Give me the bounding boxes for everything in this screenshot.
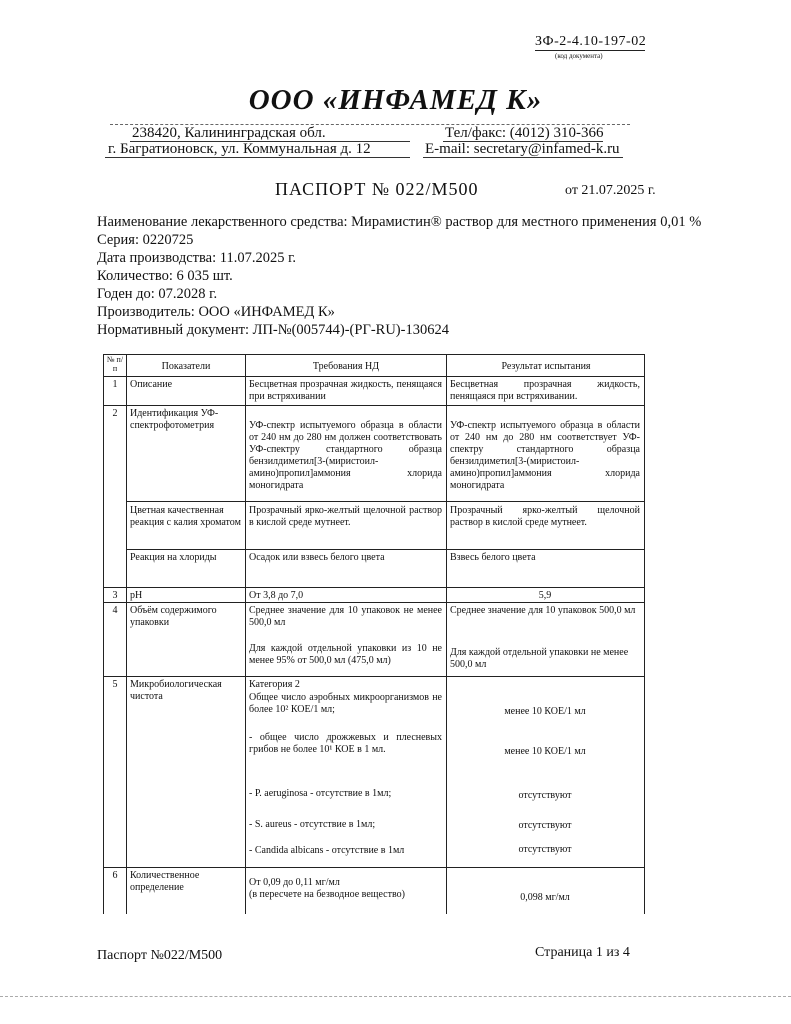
result-volume-each: Для каждой отдельной упаковки не менее 500,0 мл — [450, 647, 629, 670]
requirement-ph: От 3,8 до 7,0 — [249, 590, 304, 601]
scan-edge — [0, 996, 791, 997]
table-border — [103, 354, 645, 355]
requirement-aerobic: Общее число аэробных микроорганизмов не более 10² КОЕ/1 мл; — [249, 692, 442, 715]
table-row-divider — [126, 501, 645, 502]
passport-title: ПАСПОРТ № 022/М500 — [275, 179, 479, 199]
product-info — [97, 213, 701, 339]
info-line-series: Серия: 0220725 — [97, 232, 194, 248]
result-aureus: отсутствуют — [518, 820, 572, 831]
requirement-assay-range: От 0,09 до 0,11 мг/мл — [249, 877, 340, 888]
table-column-divider — [126, 874, 127, 914]
result-candida: отсутствуют — [518, 844, 572, 855]
requirement-candida: - Candida albicans - отсутствие в 1мл — [249, 845, 405, 856]
row-number: 6 — [112, 870, 118, 881]
row-number: 3 — [112, 590, 118, 601]
info-line-quantity: Количество: 6 035 шт. — [97, 268, 233, 284]
indicator-microbiology: Микробиологическая чистота — [130, 679, 222, 702]
table-row-divider — [103, 676, 645, 677]
requirement-assay-basis: (в пересчете на безводное вещество) — [249, 889, 405, 900]
header-indicator: Показатели — [161, 361, 211, 372]
result-yeast: менее 10 КОЕ/1 мл — [504, 746, 586, 757]
header-results: Результат испытания — [501, 361, 591, 372]
result-volume-average: Среднее значение для 10 упаковок 500,0 мл — [450, 605, 636, 616]
table-column-divider — [446, 354, 447, 874]
footer-page-number: Страница 1 из 4 — [535, 945, 630, 960]
info-line-manufacturer: Производитель: ООО «ИНФАМЕД К» — [97, 304, 335, 320]
underline — [130, 141, 410, 142]
requirement-uv-spectrum: УФ-спектр испытуемого образца в области от 240 нм до 280 нм должен соответствовать УФ-спектру стандартного образца бензилдиметил[3-(миристоил-амино)пропил]аммония хлорида моногидрата — [249, 420, 442, 491]
table-row-divider — [103, 602, 645, 603]
table-border — [103, 354, 104, 874]
table-row-divider — [126, 549, 645, 550]
requirement-aeruginosa: - P. aeruginosa - отсутствие в 1мл; — [249, 788, 392, 799]
info-line-name: Наименование лекарственного средства: Мирамистин® раствор для местного применения 0,01 % — [97, 214, 702, 230]
result-uv-spectrum: УФ-спектр испытуемого образца в области от 240 нм до 280 нм соответствует УФ-спектру стандартного образца бензилдиметил[3-(миристоил-амино)пропил]аммония хлорида моногидрата — [450, 420, 640, 491]
underline — [443, 141, 603, 142]
row-number: 5 — [112, 679, 118, 690]
table-column-divider — [446, 874, 447, 914]
table-column-divider — [245, 874, 246, 914]
requirement-chlorides: Осадок или взвесь белого цвета — [249, 552, 385, 563]
indicator-volume: Объём содержимого упаковки — [130, 605, 217, 628]
table-row-divider — [103, 405, 645, 406]
result-ph: 5,9 — [538, 590, 552, 601]
table-row-divider — [103, 376, 645, 377]
requirement-description: Бесцветная прозрачная жидкость, пенящаяся при встряхивании — [249, 379, 442, 402]
indicator-identification: Идентификация УФ-спектрофотометрия — [130, 408, 219, 431]
indicator-color-reaction: Цветная качественная реакция с калия хроматом — [130, 505, 241, 528]
header-requirements: Требования НД — [312, 361, 380, 372]
info-line-expiry: Годен до: 07.2028 г. — [97, 286, 218, 302]
table-border — [644, 874, 645, 914]
requirement-color-reaction: Прозрачный ярко-желтый щелочной раствор в кислой среде мутнеет. — [249, 505, 442, 528]
document-code-caption: (код документа) — [555, 52, 603, 60]
header-num: № п/п — [106, 355, 124, 373]
address-line-2: г. Багратионовск, ул. Коммунальная д. 12 — [108, 141, 371, 157]
requirement-aureus: - S. aureus - отсутствие в 1мл; — [249, 819, 376, 830]
underline — [105, 157, 410, 158]
info-line-production-date: Дата производства: 11.07.2025 г. — [97, 250, 297, 266]
result-color-reaction: Прозрачный ярко-желтый щелочной раствор в кислой среде мутнеет. — [450, 505, 640, 528]
indicator-chlorides: Реакция на хлориды — [130, 552, 217, 563]
requirement-yeast: - общее число дрожжевых и плесневых грибов не более 10¹ КОЕ в 1 мл. — [249, 732, 442, 755]
indicator-ph: pH — [130, 590, 143, 601]
result-assay: 0,098 мг/мл — [520, 892, 570, 903]
requirement-category: Категория 2 — [249, 679, 300, 690]
table-row-divider — [103, 587, 645, 588]
requirement-volume-average: Среднее значение для 10 упаковок не менее 500,0 мл — [249, 605, 442, 628]
indicator-assay: Количественное определение — [130, 870, 200, 893]
table-border — [644, 354, 645, 874]
table-border — [103, 874, 104, 914]
document-code-underline — [535, 50, 645, 51]
row-number: 4 — [112, 605, 118, 616]
phone-fax: Тел/факс: (4012) 310-366 — [445, 125, 604, 141]
row-number: 1 — [112, 379, 118, 390]
result-aeruginosa: отсутствуют — [518, 790, 572, 801]
table-row-divider — [103, 867, 645, 868]
address-line-1: 238420, Калининградская обл. — [132, 125, 326, 141]
passport-date: от 21.07.2025 г. — [565, 183, 656, 198]
company-name: ООО «ИНФАМЕД К» — [248, 84, 543, 116]
email-address: E-mail: secretary@infamed-k.ru — [425, 141, 620, 157]
result-chlorides: Взвесь белого цвета — [450, 552, 536, 563]
result-description: Бесцветная прозрачная жидкость, пенящаяся при встряхивании. — [450, 379, 640, 402]
row-number: 2 — [112, 408, 118, 419]
requirement-volume-each: Для каждой отдельной упаковки из 10 не менее 95% от 500,0 мл (475,0 мл) — [249, 643, 442, 666]
table-column-divider — [245, 354, 246, 874]
info-line-normative-doc: Нормативный документ: ЛП-№(005744)-(РГ-RU)-130624 — [97, 322, 449, 338]
document-code: ЗФ-2-4.10-197-02 — [535, 34, 647, 49]
table-column-divider — [126, 354, 127, 874]
underline — [423, 157, 623, 158]
result-aerobic: менее 10 КОЕ/1 мл — [504, 706, 586, 717]
footer-passport-number: Паспорт №022/М500 — [97, 948, 223, 963]
indicator-description: Описание — [130, 379, 173, 390]
